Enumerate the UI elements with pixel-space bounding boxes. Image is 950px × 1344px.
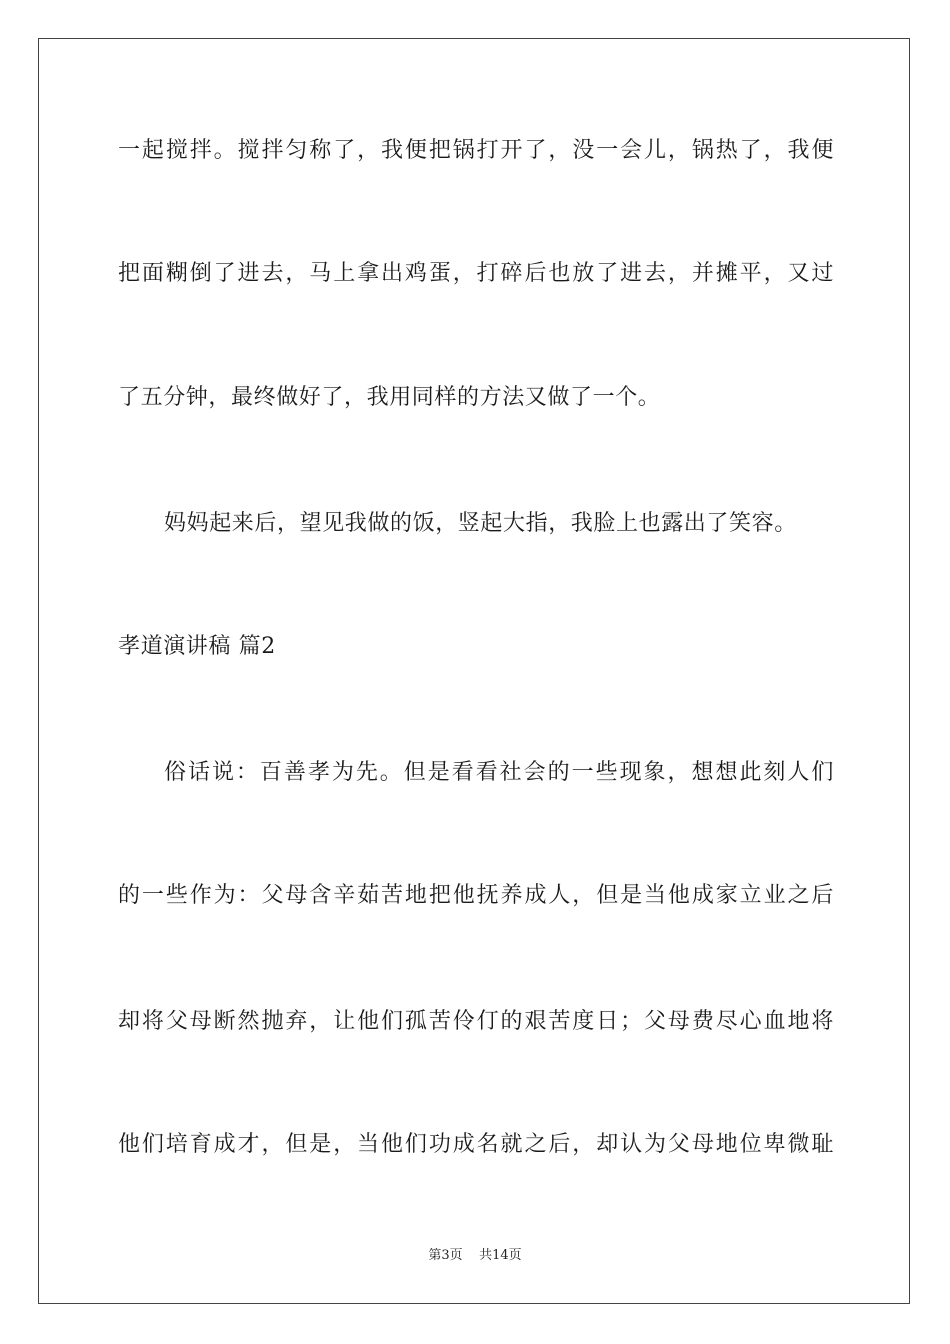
- body-line-7: 的一些作为：父母含辛茹苦地把他抚养成人，但是当他成家立业之后: [118, 883, 834, 908]
- body-line-8: 却将父母断然抛弃，让他们孤苦伶仃的艰苦度日；父母费尽心血地将: [118, 1009, 834, 1034]
- body-line-2: 把面糊倒了进去，马上拿出鸡蛋，打碎后也放了进去，并摊平，又过: [118, 261, 834, 286]
- body-line-3: 了五分钟，最终做好了，我用同样的方法又做了一个。: [118, 385, 661, 410]
- body-line-4: 妈妈起来后，望见我做的饭，竖起大指，我脸上也露出了笑容。: [164, 511, 797, 536]
- body-line-9: 他们培育成才，但是，当他们功成名就之后，却认为父母地位卑微耻: [118, 1132, 834, 1157]
- body-line-1: 一起搅拌。搅拌匀称了，我便把锅打开了，没一会儿，锅热了，我便: [118, 138, 834, 163]
- page-number-footer: 第3页 共14页: [428, 1248, 522, 1263]
- page-border: [38, 38, 910, 1304]
- body-line-6: 俗话说：百善孝为先。但是看看社会的一些现象，想想此刻人们: [164, 760, 834, 785]
- section-heading: 孝道演讲稿 篇2: [118, 634, 276, 659]
